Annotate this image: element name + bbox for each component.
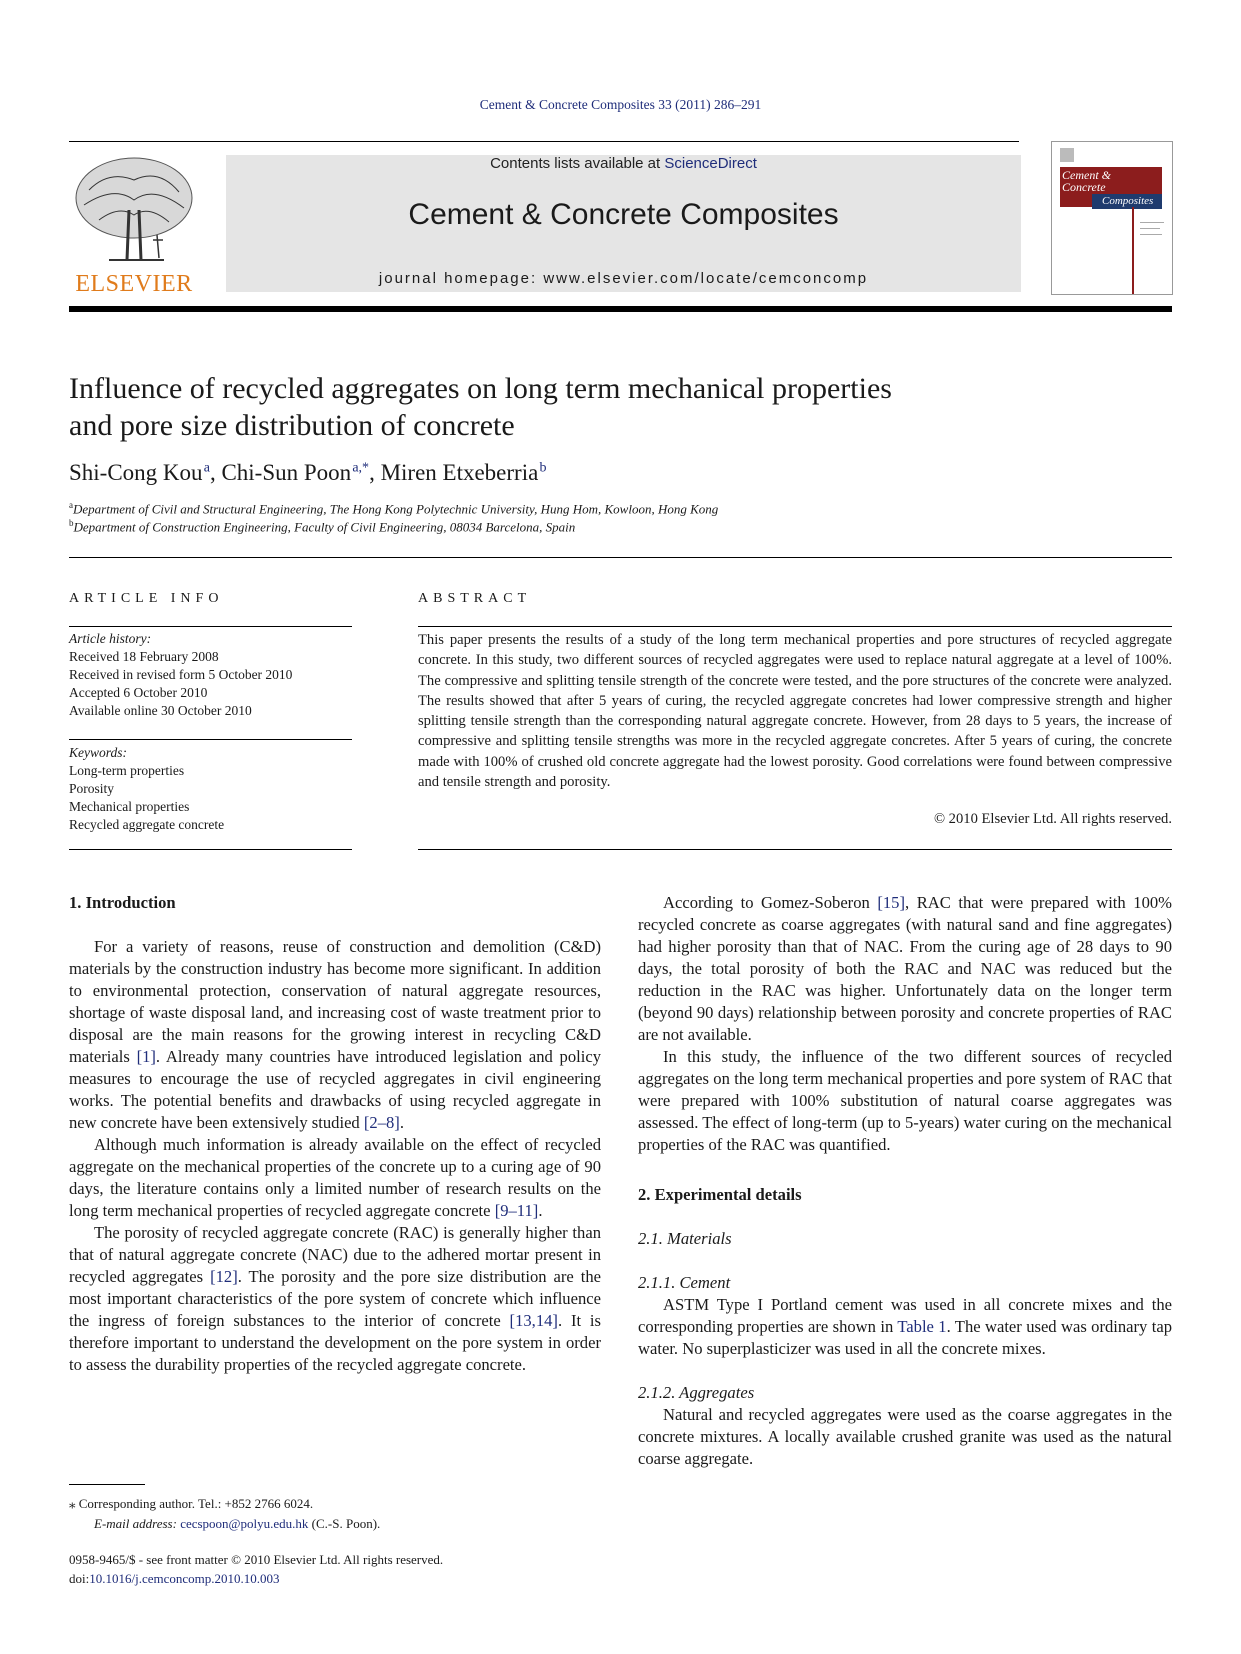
journal-banner (226, 155, 1021, 292)
citation-link[interactable]: [15] (877, 893, 906, 912)
keyword: Recycled aggregate concrete (69, 817, 225, 832)
keywords-label: Keywords: (69, 745, 127, 760)
info-rule (69, 739, 352, 740)
contents-line (226, 155, 1021, 172)
keywords (69, 744, 352, 834)
article-history (69, 630, 352, 720)
history-online: Available online 30 October 2010 (69, 703, 252, 718)
title-line-2: and pore size distribution of concrete (69, 409, 515, 442)
contents-prefix: Contents lists available at (490, 155, 665, 172)
section-heading: 1. Introduction (69, 893, 176, 912)
cover-line (1140, 222, 1164, 223)
citation-link[interactable]: [9–11] (494, 1201, 539, 1220)
cover-bar (1132, 207, 1134, 295)
citation-link[interactable]: [12] (210, 1267, 238, 1286)
paragraph: Although much information is already available on the effect of recycled aggregate on the mechanical properties of the concrete up to a curing age of 90 days, the literature contains only a limited number of research results on the long term mechanical properties of recycled aggregate concrete [9–11]. (69, 1135, 601, 1220)
elsevier-tree-icon (69, 150, 199, 270)
journal-citation[interactable]: Cement & Concrete Composites 33 (2011) 286–291 (479, 97, 762, 112)
keyword: Mechanical properties (69, 799, 190, 814)
paragraph: The porosity of recycled aggregate concrete (RAC) is generally higher than that of natural aggregate concrete (NAC) due to the adhered mortar present in recycled aggregates [12]. The porosity and the pore size distribution are the most important characteristics of the pore system of concrete which influence the ingress of foreign substances to the interior of concrete [13,14]. It is therefore important to understand the development on the pore system in order to assess the durability properties of the recycled aggregate concrete. (69, 1223, 602, 1374)
cover-title: Cement & Concrete (1062, 168, 1111, 194)
issn-line: 0958-9465/$ - see front matter © 2010 Elsevier Ltd. All rights reserved. (69, 1552, 444, 1567)
abstract-rule (418, 626, 1172, 627)
paragraph: In this study, the influence of the two different sources of recycled aggregates on the long term mechanical properties and pore system of RAC that were prepared with 100% substitution of natural coarse aggregates was assessed. The effect of long-term (up to 5-years) water curing on the mechanical properties of the RAC was quantified. (638, 1047, 1172, 1154)
title-line-1: Influence of recycled aggregates on long term mechanical properties (69, 372, 892, 405)
subsection-heading: 2.1. Materials (638, 1229, 732, 1248)
cover-logo-icon (1060, 148, 1074, 162)
citation-link[interactable]: [1] (136, 1047, 156, 1066)
article-info-heading: ARTICLE INFO (69, 591, 224, 606)
cover-line (1140, 228, 1160, 229)
doi-link[interactable]: 10.1016/j.cemconcomp.2010.10.003 (89, 1571, 280, 1586)
elsevier-logo (69, 150, 199, 298)
author-name: Miren Etxeberria (380, 460, 539, 485)
subsubsection-heading: 2.1.2. Aggregates (638, 1383, 755, 1402)
author-affil-mark[interactable]: a,* (352, 460, 370, 476)
info-rule (69, 849, 352, 850)
affiliation-text: Department of Construction Engineering, Faculty of Civil Engineering, 08034 Barcelona, Spain (73, 519, 576, 535)
affiliation-text: Department of Civil and Structural Engineering, The Hong Kong Polytechnic University, Hung Hom, Kowloon, Hong Kong (73, 501, 719, 517)
header-rule (69, 141, 1019, 142)
info-rule (69, 626, 352, 627)
author-affil-mark[interactable]: b (539, 460, 547, 476)
email-link[interactable]: cecspoon@polyu.edu.hk (180, 1516, 309, 1531)
history-revised: Received in revised form 5 October 2010 (69, 667, 293, 682)
paragraph: ASTM Type I Portland cement was used in all concrete mixes and the corresponding properties are shown in Table 1. The water used was ordinary tap water. No superplasticizer was used in all the concrete mixes. (638, 1295, 1172, 1358)
keyword: Porosity (69, 781, 115, 796)
affiliation-b (69, 518, 575, 535)
abstract-rule (418, 849, 1172, 850)
abstract-text: This paper presents the results of a study of the long term mechanical properties and pore structures of recycled aggregate concrete. In this study, two different sources of recycled aggregates were used to replace natural aggregate at a level of 100%. The compressive and splitting tensile strength of the concrete were tested, and the pore structures of the concrete were analyzed. The results showed that after 5 years of curing, the recycled aggregate concretes had lower compressive strength and higher splitting tensile strength than the corresponding natural aggregate concrete. However, from 28 days to 5 years, the increase of compressive and splitting tensile strengths was more in the recycled aggregate concretes. After 5 years of curing, the concrete made with 100% of crushed old concrete aggregate had the lowest porosity. Good correlations were found between compressive and tensile strength and porosity. (418, 632, 1172, 791)
journal-cover-thumbnail (1051, 141, 1173, 295)
authors: Shi-Cong Kou $^a$, Chi-Sun Poon $^{a,*}$, Miren Etxeberria $^b$ (69, 460, 547, 485)
affiliation-mark: b (69, 518, 74, 528)
section-rule (69, 557, 1172, 558)
paragraph: Natural and recycled aggregates were used as the coarse aggregates in the concrete mixtures. A locally available crushed granite was used as the natural coarse aggregate. (638, 1405, 1172, 1468)
journal-homepage[interactable]: journal homepage: www.elsevier.com/locate/cemconcomp (378, 270, 869, 287)
author-affil-mark[interactable]: a (203, 460, 210, 476)
abstract-heading: ABSTRACT (418, 591, 532, 606)
article-title (69, 370, 1029, 444)
history-label: Article history: (69, 631, 152, 646)
table-link[interactable]: Table 1 (897, 1317, 947, 1336)
cover-subtitle: Composites (1102, 195, 1154, 207)
journal-name: Cement & Concrete Composites (408, 198, 839, 231)
footnote-rule (69, 1484, 145, 1485)
header-thick-rule (69, 306, 1172, 312)
affiliation-mark: a (69, 500, 73, 510)
author-name: Shi-Cong Kou (69, 460, 203, 485)
keyword: Long-term properties (69, 763, 185, 778)
cover-line (1140, 234, 1162, 235)
subsubsection-heading: 2.1.1. Cement (638, 1273, 731, 1292)
sciencedirect-link[interactable]: ScienceDirect (664, 155, 757, 172)
email-note: E-mail address: cecspoon@polyu.edu.hk (C.-S. Poon). (94, 1516, 381, 1531)
affiliation-a (69, 500, 718, 517)
history-accepted: Accepted 6 October 2010 (69, 685, 208, 700)
author-name: Chi-Sun Poon (221, 460, 352, 485)
doi-line: doi:10.1016/j.cemconcomp.2010.10.003 (69, 1571, 280, 1586)
history-received: Received 18 February 2008 (69, 649, 219, 664)
elsevier-wordmark: ELSEVIER (75, 271, 193, 297)
citation-link[interactable]: [2–8] (363, 1113, 400, 1132)
abstract-copyright: © 2010 Elsevier Ltd. All rights reserved. (933, 811, 1172, 827)
section-heading: 2. Experimental details (638, 1185, 802, 1204)
paragraph: For a variety of reasons, reuse of construction and demolition (C&D) materials by the construction industry has become more significant. In addition to environmental protection, conservation of natural aggregate resources, shortage of waste disposal land, and increasing cost of waste treatment prior to disposal are the main reasons for the growing interest in recycling C&D materials [1]. Already many countries have introduced legislation and policy measures to encourage the use of recycled aggregates in civil engineering works. The potential benefits and drawbacks of using recycled aggregate in new concrete have been extensively studied [2–8]. (69, 937, 602, 1132)
citation-link[interactable]: [13,14] (509, 1311, 558, 1330)
left-column (69, 892, 601, 1376)
paragraph: According to Gomez-Soberon [15], RAC that were prepared with 100% recycled concrete as coarse aggregates (with natural sand and fine aggregates) had higher porosity than that of NAC. From the curing age of 28 days to 90 days, the total porosity of both the RAC and NAC was reduced but the reduction in the RAC was higher. Unfortunately data on the longer term (beyond 90 days) relationship between porosity and concrete properties of RAC are not available. (638, 893, 1172, 1044)
corresponding-author-note: ⁎ Corresponding author. Tel.: +852 2766 6024. (69, 1496, 314, 1511)
right-column (638, 892, 1172, 1470)
